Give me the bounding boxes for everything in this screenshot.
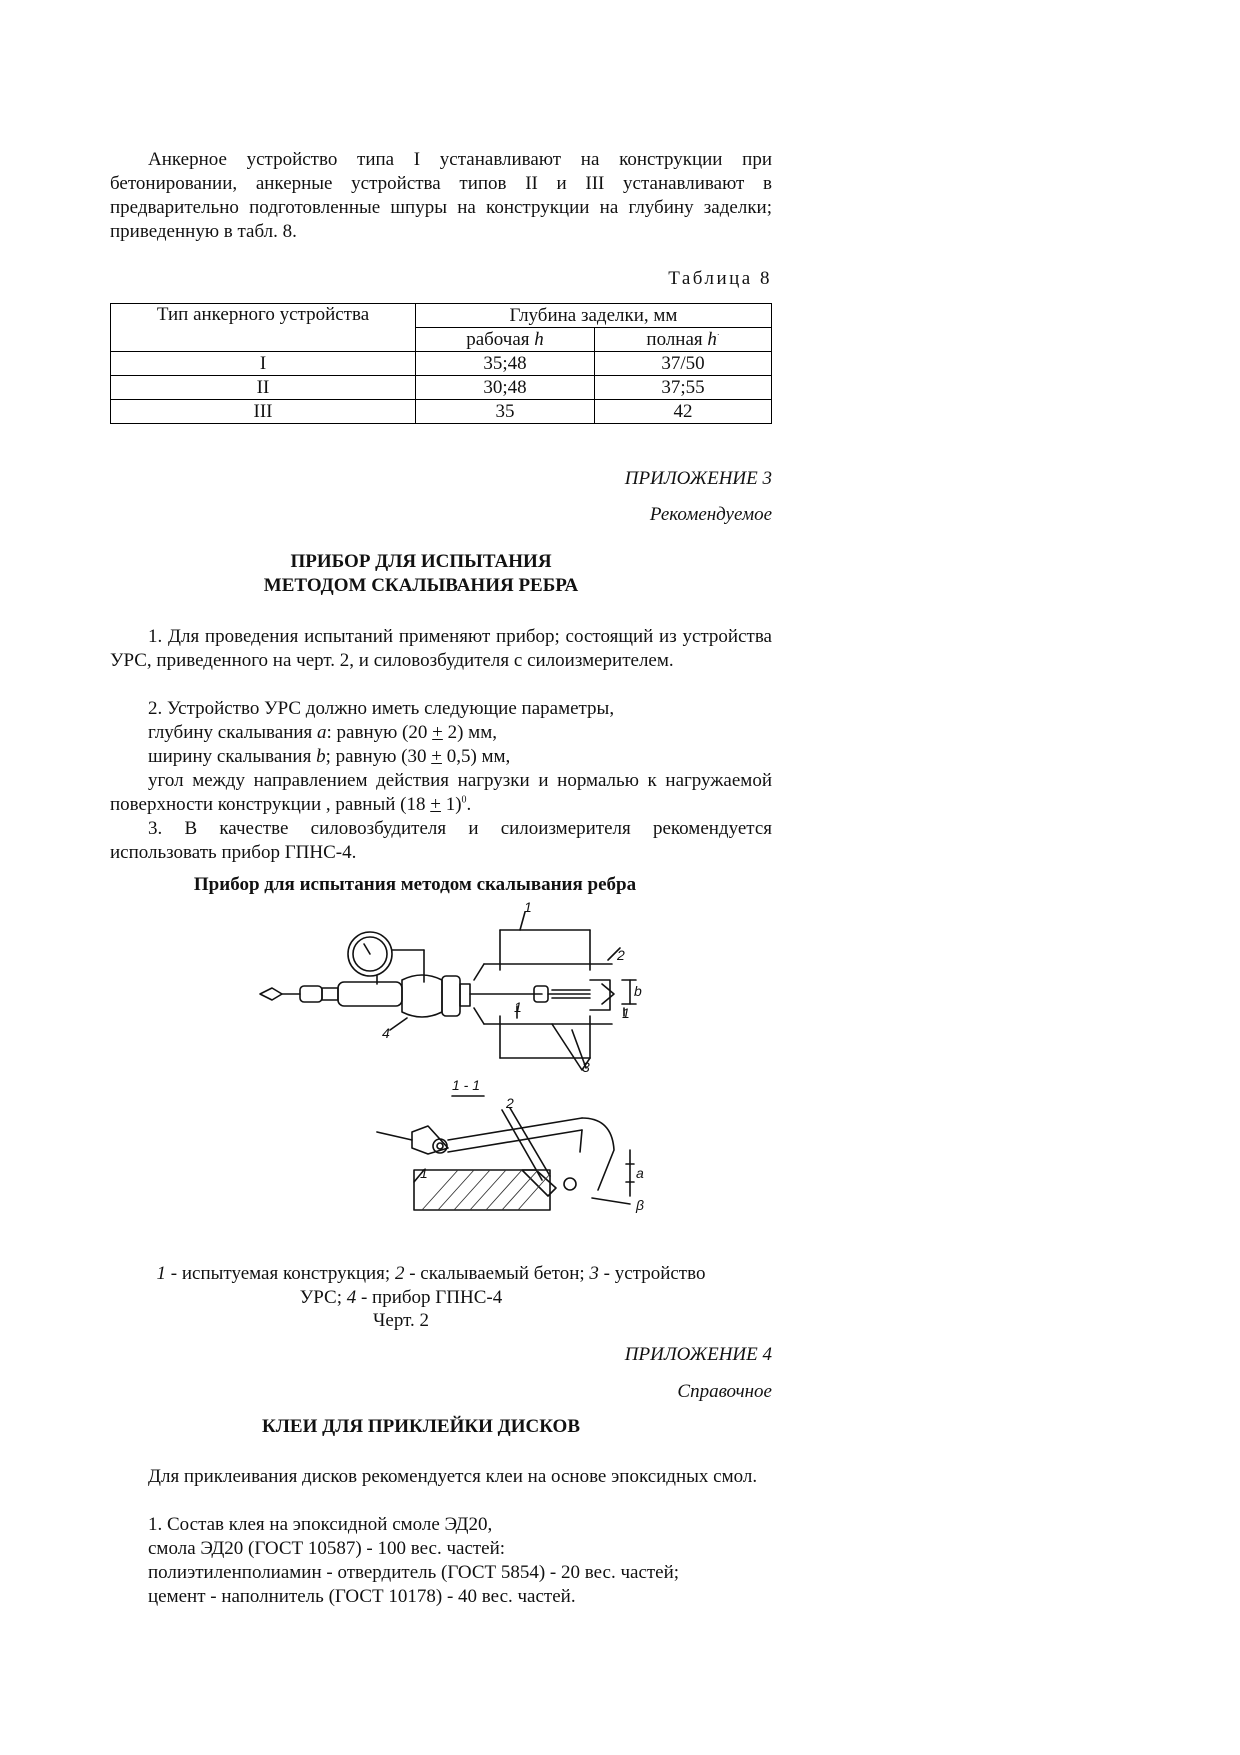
- table-subheader-full: полная h·: [595, 328, 772, 352]
- appendix3-status: Рекомендуемое: [649, 504, 772, 525]
- appendix3-title-line2: МЕТОДОМ СКАЛЫВАНИЯ РЕБРА: [263, 575, 579, 596]
- table-subheader-working: рабочая h: [416, 328, 595, 352]
- table-cell-working: 30;48: [416, 376, 595, 400]
- appendix4-item1-hardener: полиэтиленполиамин - отвердитель (ГОСТ 5854) - 20 вес. частей;: [148, 1562, 680, 1583]
- figure-label-1: 1: [524, 900, 532, 915]
- table-cell-working: 35: [416, 400, 595, 424]
- table-cell-full: 42: [595, 400, 772, 424]
- intro-paragraph: Анкерное устройство типа I устанавливают на конструкции при бетонировании, анкерные устройства типов II и III устанавливают в предварительно подготовленные шпуры на конструкции на глубину заделки; приведенную в табл. 8.: [110, 149, 772, 242]
- table-caption: Таблица 8: [668, 268, 772, 289]
- table-cell-type: III: [111, 400, 416, 424]
- figure-label-4: 4: [382, 1025, 390, 1041]
- tested-construction-block: [414, 1170, 550, 1210]
- table-cell-working: 35;48: [416, 352, 595, 376]
- table-cell-full: 37;55: [595, 376, 772, 400]
- appendix4-intro: Для приклеивания дисков рекомендуется клеи на основе эпоксидных смол.: [148, 1466, 758, 1487]
- table-row: [111, 352, 772, 376]
- appendix4-item1-resin: смола ЭД20 (ГОСТ 10587) - 100 вес. частей:: [148, 1538, 506, 1559]
- appendix3-item2-width: ширину скалывания b; равную (30 + 0,5) мм,: [148, 746, 511, 767]
- figure-label-section: 1 - 1: [452, 1077, 481, 1093]
- figure-label-section-mark: 1: [514, 999, 522, 1015]
- figure-label-b: b: [634, 983, 642, 999]
- figure-legend-line2: УРС; 4 - прибор ГПНС-4: [299, 1287, 503, 1308]
- appendix4-item1-filler: цемент - наполнитель (ГОСТ 10178) - 40 вес. частей.: [148, 1586, 576, 1607]
- table-row: [111, 400, 772, 424]
- figure-label-3: 3: [582, 1059, 590, 1075]
- testing-device-drawing: [252, 900, 672, 1260]
- figure-title: Прибор для испытания методом скалывания ребра: [193, 874, 637, 895]
- figure-label-2: 2: [617, 947, 625, 963]
- figure-legend-line1: 1 - испытуемая конструкция; 2 - скалываемый бетон; 3 - устройство: [156, 1263, 706, 1284]
- appendix3-label: ПРИЛОЖЕНИЕ 3: [624, 468, 772, 489]
- figure-label-beta: β: [636, 1197, 644, 1213]
- table-header-type: Тип анкерного устройства: [111, 304, 416, 352]
- appendix4-title: КЛЕИ ДЛЯ ПРИКЛЕЙКИ ДИСКОВ: [261, 1416, 581, 1437]
- figure-label-a: a: [636, 1165, 644, 1181]
- figure-label-2-lower: 2: [506, 1095, 514, 1111]
- appendix3-item1: 1. Для проведения испытаний применяют прибор; состоящий из устройства УРС, приведенного на черт. 2, и силовозбудителя с силоизмерителем.: [110, 626, 772, 671]
- table-cell-type: II: [111, 376, 416, 400]
- appendix4-status: Справочное: [677, 1381, 772, 1402]
- drawing-caption: Черт. 2: [373, 1310, 429, 1331]
- appendix3-title-line1: ПРИБОР ДЛЯ ИСПЫТАНИЯ: [290, 551, 552, 572]
- appendix3-item2: 2. Устройство УРС должно иметь следующие параметры,: [148, 698, 615, 719]
- table-header-depth: Глубина заделки, мм: [416, 304, 772, 328]
- anchor-depth-table: [110, 303, 772, 424]
- table-cell-full: 37/50: [595, 352, 772, 376]
- figure-label-1-lower: 1: [420, 1165, 428, 1181]
- appendix4-label: ПРИЛОЖЕНИЕ 4: [624, 1344, 772, 1365]
- appendix3-item3: 3. В качестве силовозбудителя и силоизмерителя рекомендуется использовать прибор ГПНС-4.: [110, 818, 772, 863]
- table-row: [111, 376, 772, 400]
- figure-label-section-mark-right: 1: [622, 1005, 630, 1021]
- table-cell-type: I: [111, 352, 416, 376]
- appendix4-item1: 1. Состав клея на эпоксидной смоле ЭД20,: [148, 1514, 493, 1535]
- appendix3-item2-angle: угол между направлением действия нагрузки и нормалью к нагружаемой поверхности конструкции , равный $(18 + 1)^0$.: [110, 770, 772, 815]
- appendix3-item2-depth: глубину скалывания a: равную (20 + 2) мм,: [148, 722, 497, 743]
